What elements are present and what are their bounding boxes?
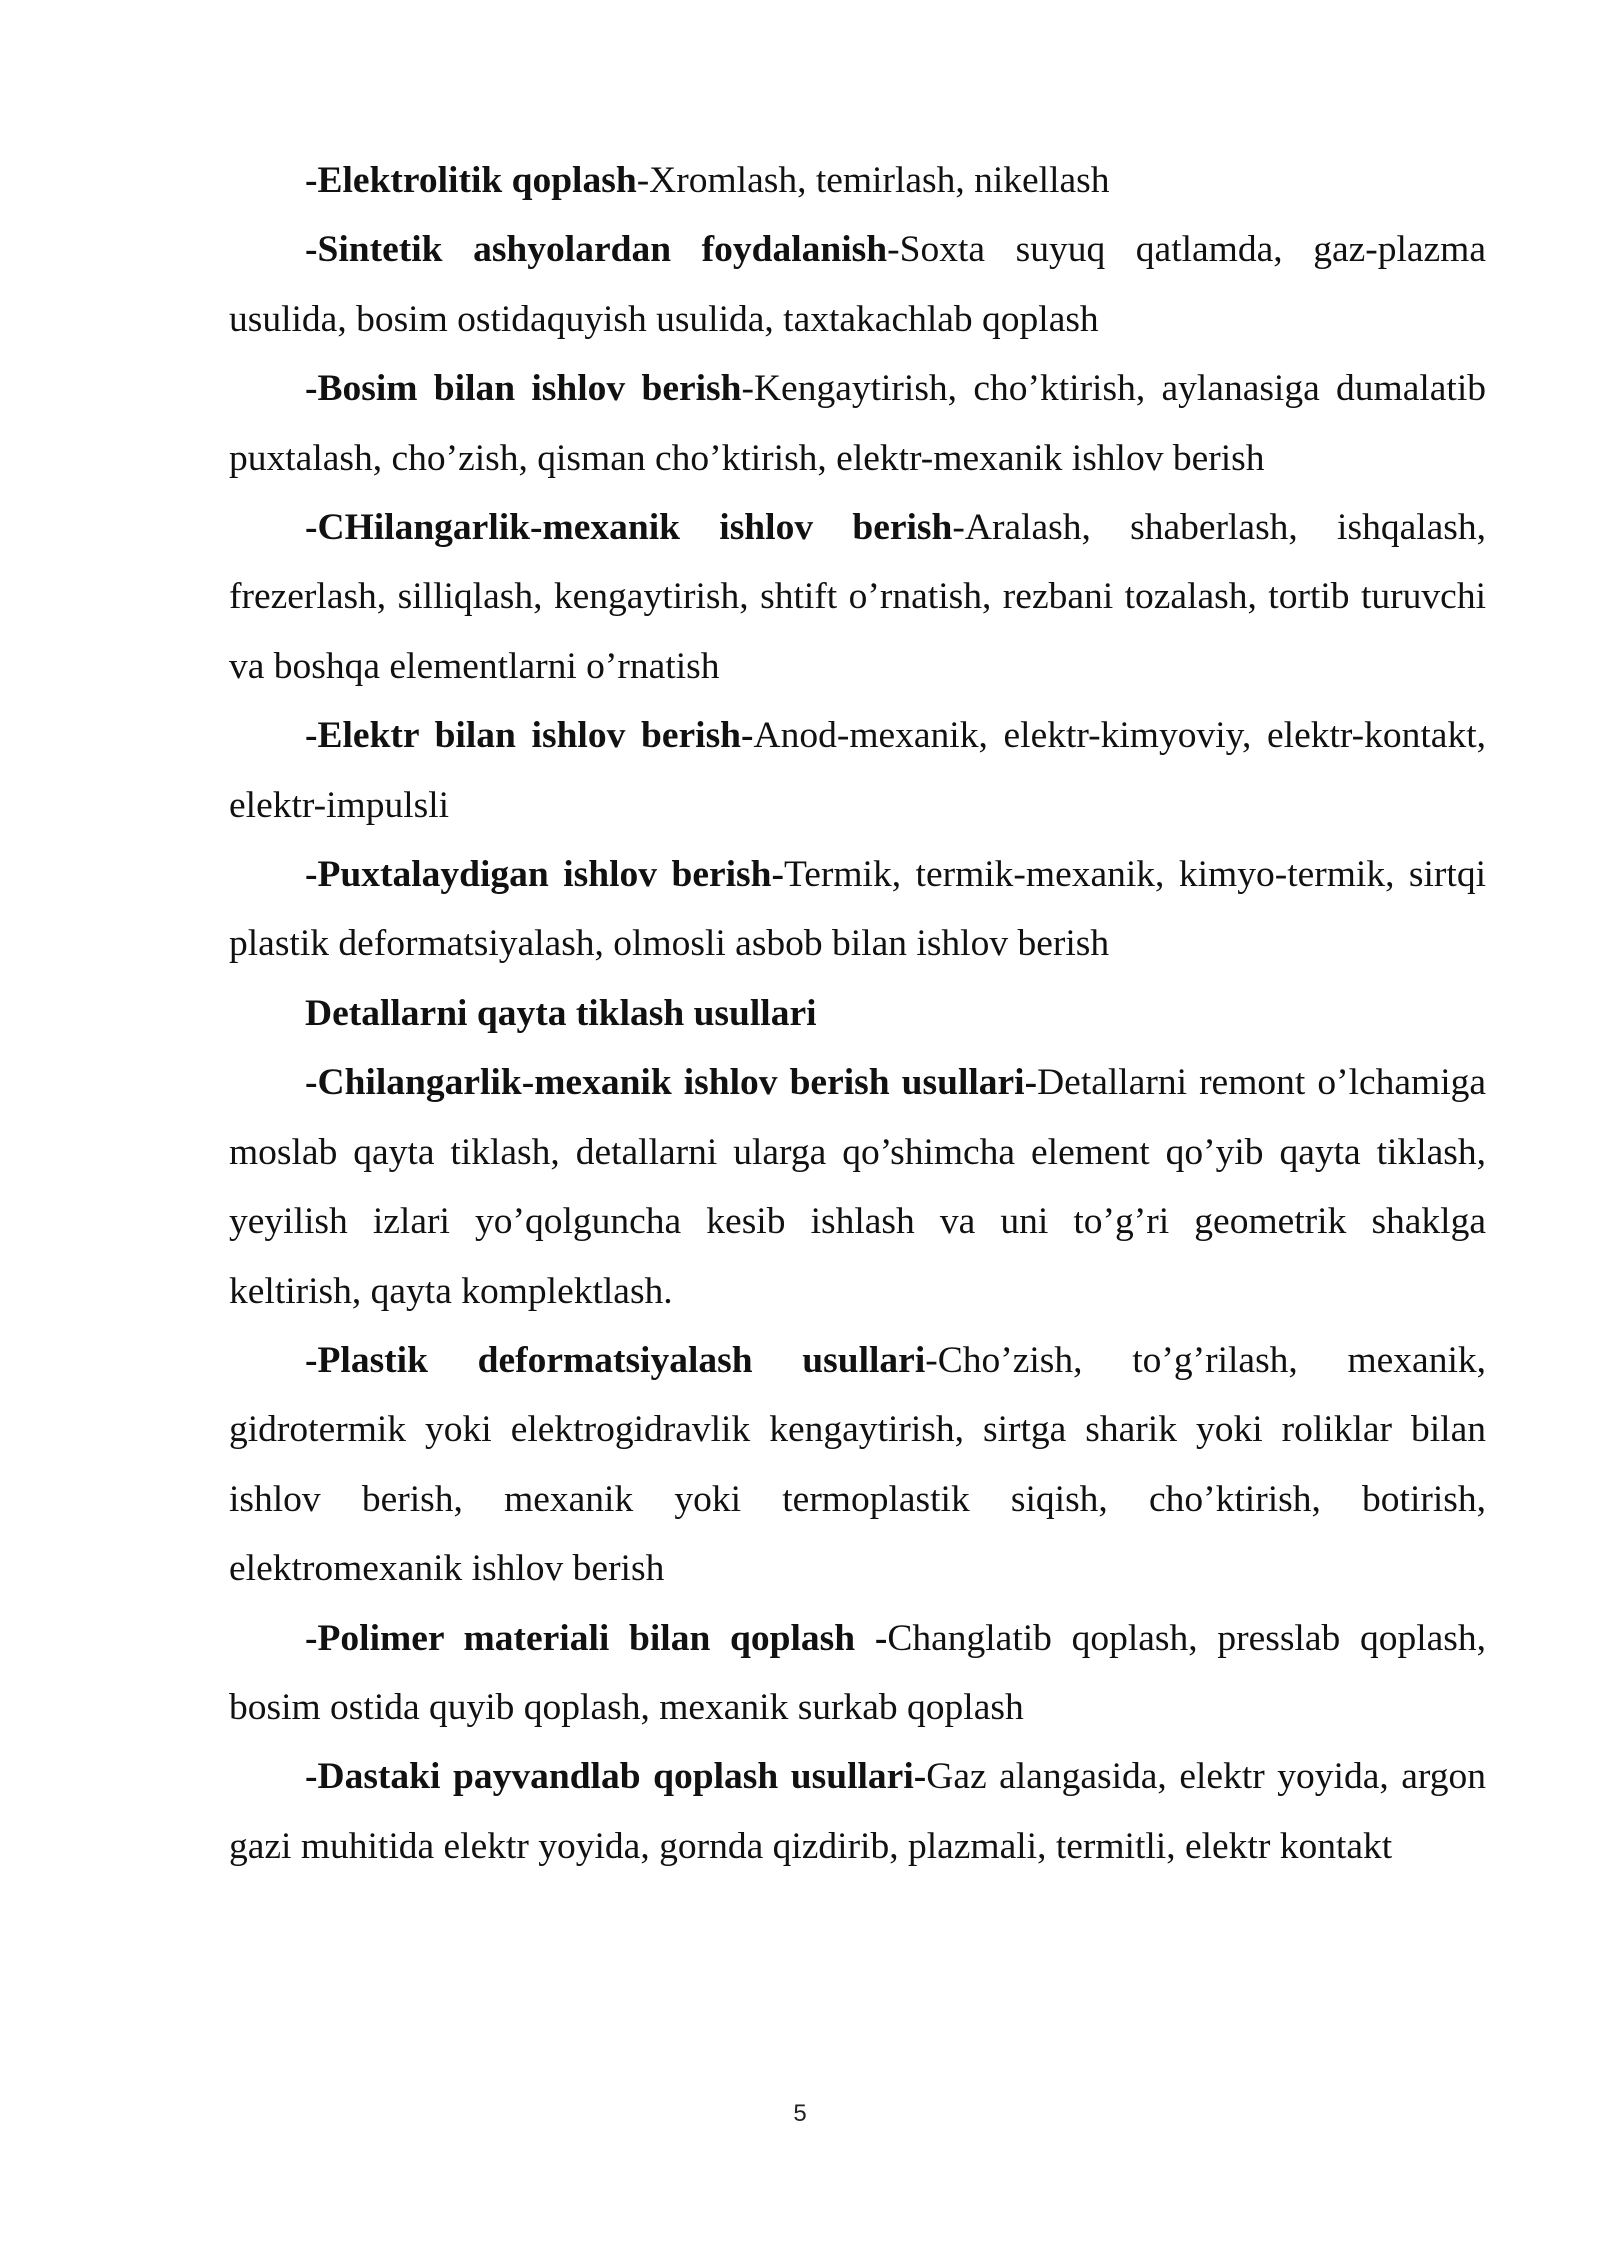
paragraph-text: Gaz alangasida, elektr yoyida, argon gazi muhitida elektr yoyida, gornda qizdirib, plazmali, termitli, elektr kontakt (229, 1756, 1486, 1867)
paragraph-chilangarlik (229, 493, 1486, 701)
paragraph-puxtalaydigan (229, 840, 1486, 979)
paragraph-text: -Aralash, shaberlash, ishqalash, frezerlash, silliqlash, kengaytirish, shtift o’rnatish, rezbani tozalash, tortib turuvchi va boshqa elementlarni o’rnatish (229, 507, 1486, 687)
paragraph-plastik (229, 1326, 1486, 1604)
paragraph-dastaki (229, 1742, 1486, 1881)
paragraph-elektrolitik (229, 146, 1486, 215)
paragraph-term: -Elektr bilan ishlov berish- (305, 715, 754, 757)
paragraph-sintetik (229, 215, 1486, 354)
paragraph-text: -Xromlash, temirlash, nikellash (636, 160, 1110, 201)
paragraph-term: -Dastaki payvandlab qoplash usullari- (305, 1756, 927, 1798)
paragraph-term: -Puxtalaydigan ishlov berish- (305, 854, 784, 896)
paragraph-term: -Polimer materiali bilan qoplash - (305, 1617, 888, 1659)
paragraph-polimer (229, 1604, 1486, 1743)
paragraph-text: Termik, termik-mexanik, kimyo-termik, sirtqi plastik deformatsiyalash, olmosli asbob bilan ishlov berish (229, 854, 1486, 965)
paragraph-term: -Elektrolitik qoplash (305, 160, 637, 201)
paragraph-term: -Bosim bilan ishlov berish (305, 368, 742, 410)
paragraph-text: Anod-mexanik, elektr-kimyoviy, elektr-kontakt, elektr-impulsli (229, 715, 1486, 826)
paragraph-chilangarlik-usullari (229, 1048, 1486, 1326)
paragraph-text: -Kengaytirish, cho’ktirish, aylanasiga dumalatib puxtalash, cho’zish, qisman cho’ktirish, elektr-mexanik ishlov berish (229, 368, 1486, 479)
paragraph-term: -Plastik deformatsiyalash usullari (305, 1339, 926, 1381)
section-heading (229, 979, 1486, 1048)
paragraph-elektr (229, 701, 1486, 840)
section-heading-text: Detallarni qayta tiklash usullari (305, 992, 817, 1034)
paragraph-term: -Sintetik ashyolardan foydalanish (305, 229, 888, 271)
paragraph-text: Detallarni remont o’lchamiga moslab qayta tiklash, detallarni ularga qo’shimcha element qo’yib qayta tiklash, yeyilish izlari yo’qolguncha kesib ishlash va uni to’g’ri geometrik shaklga keltirish, qayta komplektlash. (229, 1062, 1487, 1312)
paragraph-text: -Soxta suyuq qatlamda, gaz-plazma usulida, bosim ostidaquyish usulida, taxtakachlab qoplash (229, 229, 1486, 340)
paragraph-term: -Chilangarlik-mexanik ishlov berish usullari- (305, 1062, 1038, 1104)
paragraph-term: -CHilangarlik-mexanik ishlov berish (305, 507, 953, 549)
document-body (229, 146, 1486, 1881)
paragraph-bosim (229, 354, 1486, 493)
paragraph-text: -Cho’zish, to’g’rilash, mexanik, gidrotermik yoki elektrogidravlik kengaytirish, sirtga sharik yoki roliklar bilan ishlov berish, mexanik yoki termoplastik siqish, cho’ktirish, botirish, elektromexanik ishlov berish (229, 1339, 1486, 1590)
paragraph-text: Changlatib qoplash, presslab qoplash, bosim ostida quyib qoplash, mexanik surkab qoplash (229, 1617, 1486, 1728)
page-number: 5 (793, 2100, 807, 2127)
